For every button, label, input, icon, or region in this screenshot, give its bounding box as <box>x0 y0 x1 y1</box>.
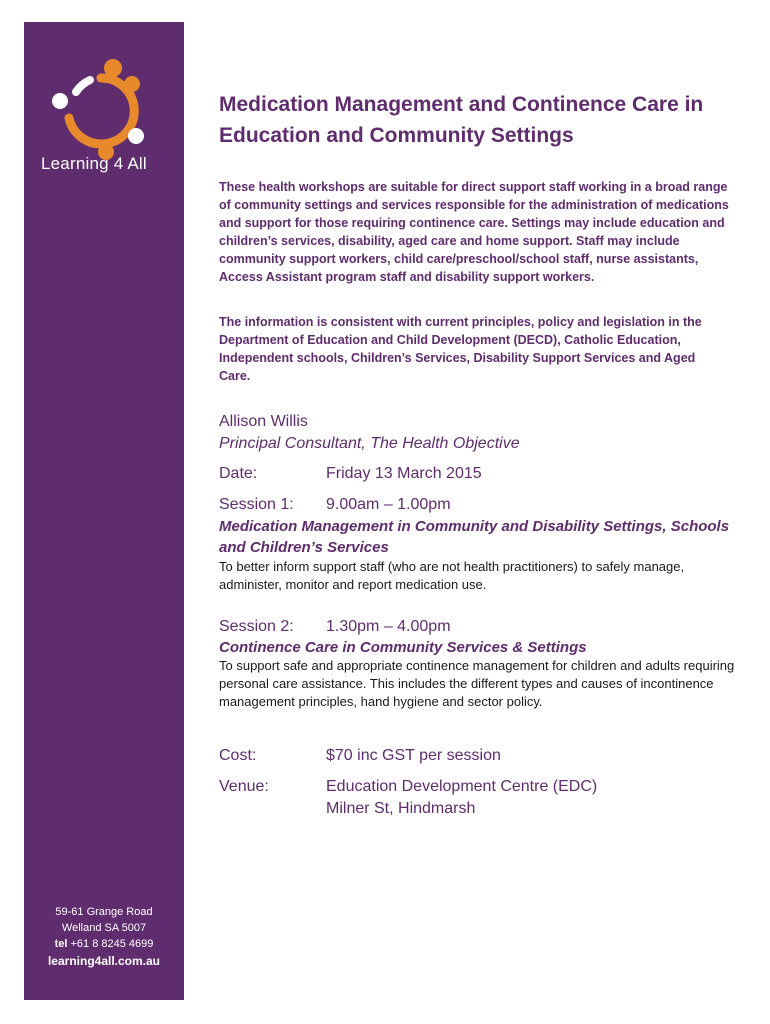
cost-value: $70 inc GST per session <box>326 747 501 764</box>
address-line-2: Welland SA 5007 <box>61 922 147 934</box>
intro-paragraph-2: The information is consistent with current principles, policy and legislation in the Department of Education and Child Development (DECD), Catholic Education, Independent schools, Children’s Services, Disability Support Services and Aged Care. <box>219 315 702 383</box>
session-2-label: Session 2: <box>219 618 294 635</box>
session-2-time: 1.30pm – 4.00pm <box>326 618 451 635</box>
page-title: Medication Management and Continence Care in Education and Community Settings <box>219 93 704 147</box>
venue-line-2: Milner St, Hindmarsh <box>326 800 476 817</box>
presenter-role: Principal Consultant, The Health Objective <box>219 435 520 452</box>
session-1-label: Session 1: <box>219 496 294 513</box>
website-link[interactable]: learning4all.com.au <box>47 954 161 968</box>
phone-number: +61 8 8245 4699 <box>70 938 154 950</box>
sidebar-panel <box>24 22 184 1000</box>
logo-text: Learning 4 All <box>41 154 147 173</box>
cost-label: Cost: <box>219 747 257 764</box>
phone <box>24 936 184 953</box>
venue-line-1: Education Development Centre (EDC) <box>326 778 598 795</box>
phone-label: tel <box>54 938 68 950</box>
date-label: Date: <box>219 465 258 482</box>
date-value: Friday 13 March 2015 <box>326 465 482 482</box>
learning-4-all-logo <box>46 56 156 166</box>
contact-block <box>24 904 184 970</box>
session-1-title: Medication Management in Community and Disability Settings, Schools and Children’s Services <box>219 518 730 556</box>
session-1-description: To better inform support staff (who are not health practitioners) to safely manage, administer, monitor and report medication use. <box>219 559 685 592</box>
intro-paragraph: These health workshops are suitable for direct support staff working in a broad range of community settings and services responsible for the administration of medications and support for those requiring continence care. Settings may include education and children’s services, disability, aged care and home support. Staff may include community support workers, child care/preschool/school staff, nurse assistants, Access Assistant program staff and disability support workers. <box>219 180 729 284</box>
presenter-name: Allison Willis <box>219 413 308 430</box>
venue-label: Venue: <box>219 778 269 795</box>
session-1-time: 9.00am – 1.00pm <box>326 496 451 513</box>
session-2-description: To support safe and appropriate continence management for children and adults requiring personal care assistance. This includes the different types and causes of incontinence management principles, hand hygiene and sector policy. <box>219 658 735 709</box>
session-2-title: Continence Care in Community Services & Settings <box>219 639 587 656</box>
address-line-1: 59-61 Grange Road <box>55 906 153 918</box>
